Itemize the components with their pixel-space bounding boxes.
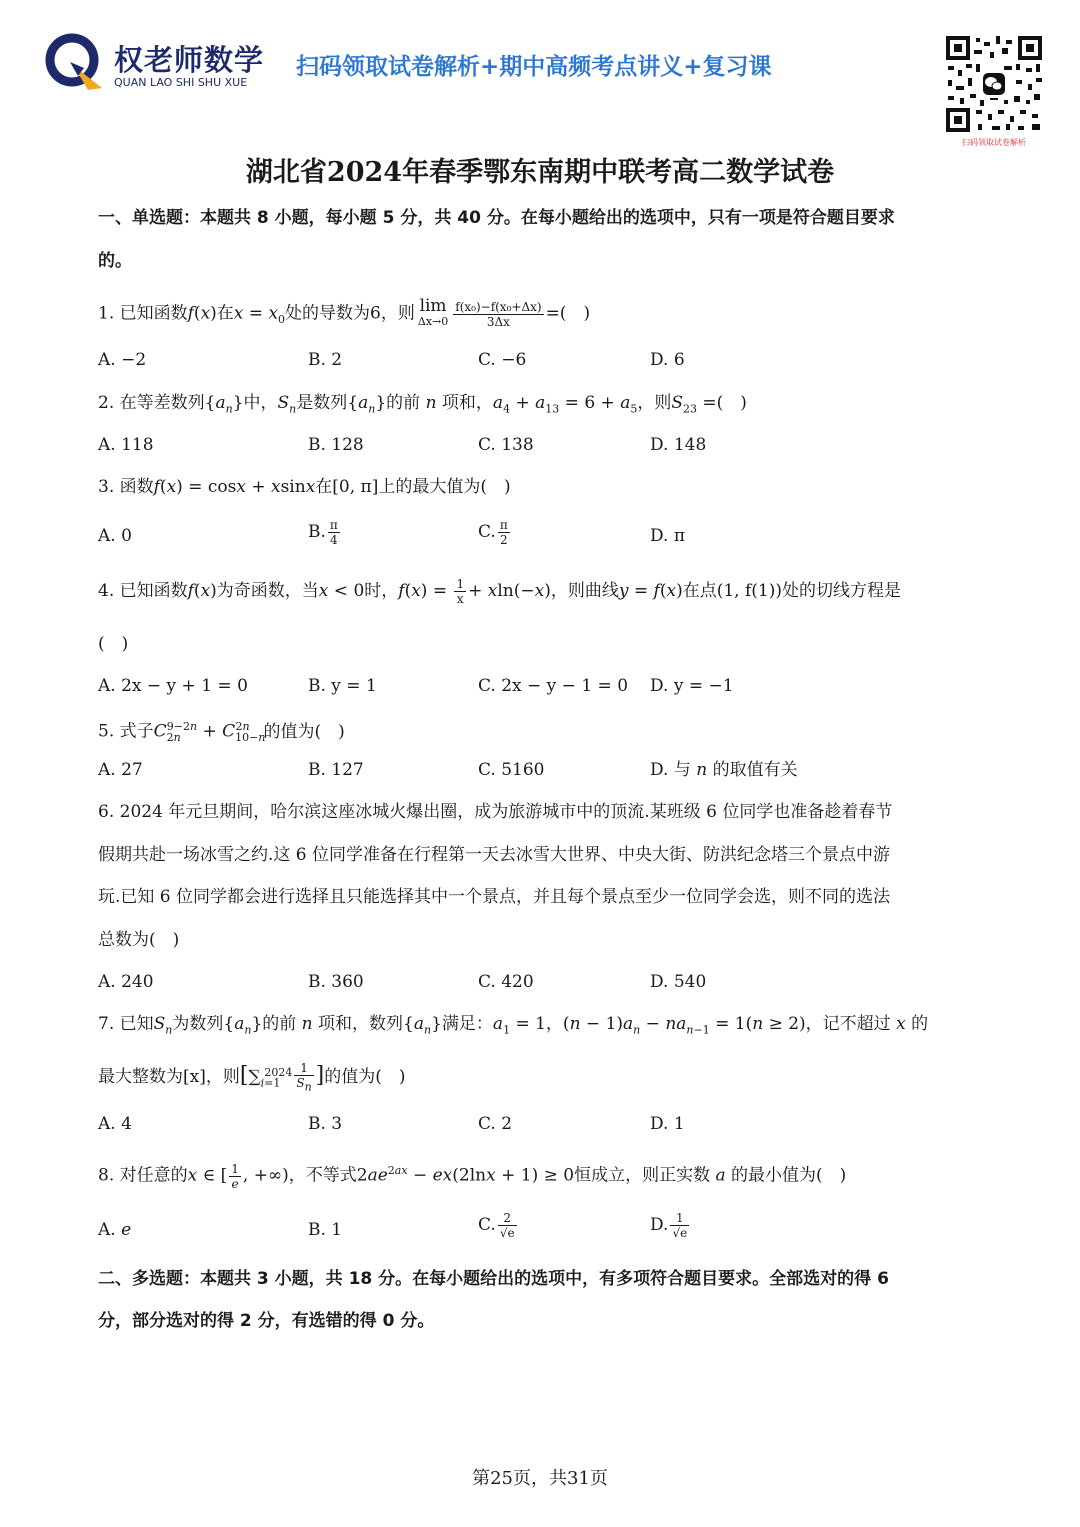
q1-stem-c: 处的导数为6，则 bbox=[285, 303, 415, 324]
q1-option-d: D. 6 bbox=[650, 350, 685, 370]
q7-stem-b: 为数列 bbox=[172, 1014, 224, 1034]
q3-option-b-den: 4 bbox=[330, 533, 338, 547]
q3-option-c-frac bbox=[498, 518, 510, 547]
q8-stem-d: 的最小值为( ) bbox=[731, 1165, 847, 1186]
q8-option-d-label: D. bbox=[650, 1215, 669, 1235]
q5-option-c: C. 5160 bbox=[478, 760, 545, 780]
q7-stem-e: 满足： bbox=[441, 1014, 493, 1034]
q5-option-d: D. 与 n 的取值有关 bbox=[650, 760, 798, 780]
q4-fraction bbox=[454, 577, 466, 606]
q1-option-c: C. −6 bbox=[478, 350, 527, 370]
section1-heading-line1: 一、单选题：本题共 8 小题，每小题 5 分，共 40 分。在每小题给出的选项中，只有一项是符合题目要求 bbox=[98, 208, 895, 228]
q3-option-a: A. 0 bbox=[98, 526, 132, 546]
q7-stem-c: 的前 bbox=[262, 1014, 297, 1034]
question-2: 2. 在等差数列$\{a_n\}$中，$S_n$是数列$\{a_n\}$的前 n 项和，$a_4 + a_{13} = 6 + a_5$，则$S_{23}$ =( ) bbox=[98, 393, 747, 416]
q6-line-2: 假期共赴一场冰雪之约.这 6 位同学准备在行程第一天去冰雪大世界、中央大街、防洪纪念塔三个景点中游 bbox=[98, 845, 891, 865]
q1-tail: =( ) bbox=[545, 303, 591, 324]
brand-name: 权老师数学 bbox=[114, 43, 265, 77]
q7-line2-a: 最大整数为[x]，则 bbox=[98, 1067, 240, 1088]
q8-option-a: A. e bbox=[98, 1220, 132, 1240]
q8-stem-b: ，不等式 bbox=[288, 1165, 357, 1186]
q5-option-b: B. 127 bbox=[308, 760, 364, 780]
q4-stem-d: ，则曲线 bbox=[550, 581, 619, 601]
q7-stem-f: ，记不超过 bbox=[805, 1014, 891, 1034]
q2-stem-b: 中， bbox=[243, 393, 278, 413]
q4-stem-b: 为奇函数，当 bbox=[216, 581, 319, 601]
q8-option-c bbox=[478, 1211, 519, 1240]
question-8: 8. 对任意的x ∈ [ $\frac{1}{e}$ , +∞)，不等式$2ae^{2ax} - ex(2\ln x + 1) \ge 0$恒成立，则正实数 a 的最小值为( ) bbox=[98, 1161, 847, 1191]
q8-stem-c: 恒成立，则正实数 bbox=[574, 1165, 711, 1186]
q3-stem-b: 在[0, π]上的最大值为( ) bbox=[315, 477, 511, 497]
q6-option-b: B. 360 bbox=[308, 972, 364, 992]
q3-option-b-frac bbox=[328, 518, 340, 547]
q7-option-c: C. 2 bbox=[478, 1114, 513, 1134]
q4-stem-c: 时， bbox=[364, 581, 399, 601]
page-number: 第25页，共31页 bbox=[472, 1468, 608, 1489]
q8-option-d bbox=[650, 1211, 691, 1240]
q4-option-d: D. y = −1 bbox=[650, 676, 734, 696]
q2-tail: =( ) bbox=[702, 393, 747, 413]
q7-line2-b: 的值为( ) bbox=[324, 1067, 406, 1088]
q4-paren: ( ) bbox=[98, 634, 129, 654]
q4-option-a: A. 2x − y + 1 = 0 bbox=[98, 676, 248, 696]
question-7: 7. 已知$S_n$为数列$\{a_n\}$的前 n 项和，数列$\{a_n\}$满足：$a_1 = 1$，$(n - 1)a_n - na_{n-1} = 1(n \ge 2)$，记不超过 x 的 bbox=[98, 1014, 929, 1037]
q6-line-1: 6. 2024 年元旦期间，哈尔滨这座冰城火爆出圈，成为旅游城市中的顶流.某班级 6 位同学也准备趁着春节 bbox=[98, 802, 893, 822]
q7-option-d: D. 1 bbox=[650, 1114, 685, 1134]
q5-stem-b: 的值为( ) bbox=[263, 721, 345, 742]
q1-lim-sub: Δx→0 bbox=[417, 315, 449, 328]
q2-stem-a: 2. 在等差数列 bbox=[98, 393, 205, 413]
q7-option-b: B. 3 bbox=[308, 1114, 343, 1134]
q4-frac-den: x bbox=[456, 592, 464, 606]
question-3: 3. 函数f(x) = cosx + xsinx在[0, π]上的最大值为( ) bbox=[98, 477, 511, 497]
q8-option-b: B. 1 bbox=[308, 1220, 343, 1240]
q2-option-b: B. 128 bbox=[308, 435, 364, 455]
question-1: 1. 已知函数f(x)在$x = x_0$处的导数为6，则 lim Δx→0 $\frac{\text{f(x₀)−f(x₀+Δx)}}{3\Delta x}$ =( ) bbox=[98, 296, 591, 329]
q3-option-c-den: 2 bbox=[499, 533, 508, 547]
q8-option-d-frac bbox=[670, 1211, 689, 1240]
q1-option-a: A. −2 bbox=[98, 350, 147, 370]
q4-option-c: C. 2x − y − 1 = 0 bbox=[478, 676, 629, 696]
q8-option-c-frac bbox=[498, 1211, 517, 1240]
q5-stem-a: 5. 式子 bbox=[98, 721, 154, 742]
q7-fraction: $\frac{1}{S_n}$ bbox=[296, 1061, 312, 1094]
q7-stem-a: 7. 已知 bbox=[98, 1014, 154, 1034]
q1-frac-num: f(x₀)−f(x₀+Δx) bbox=[455, 299, 542, 314]
q7-line-2: 最大整数为[x]，则[$\sum_{i=1}^{2024}$ $\frac{1}{S_n}$ ]的值为( ) bbox=[98, 1061, 406, 1094]
q2-stem-f: ，则 bbox=[637, 393, 672, 413]
q4-option-b: B. y = 1 bbox=[308, 676, 377, 696]
q1-stem-a: 1. 已知函数 bbox=[98, 303, 188, 324]
page-title: 湖北省2024年春季鄂东南期中联考高二数学试卷 bbox=[245, 157, 835, 188]
q6-option-d: D. 540 bbox=[650, 972, 707, 992]
q6-option-c: C. 420 bbox=[478, 972, 534, 992]
q3-option-b-num: π bbox=[329, 518, 338, 532]
q2-stem-d: 的前 bbox=[386, 393, 421, 413]
q6-option-a: A. 240 bbox=[98, 972, 154, 992]
q1-lim-label: lim bbox=[419, 296, 447, 316]
q6-line-3: 玩.已知 6 位同学都会进行选择且只能选择其中一个景点，并且每个景点至少一位同学会选，则不同的选法 bbox=[98, 887, 891, 907]
q6-line-4: 总数为( ) bbox=[98, 930, 180, 950]
q8-option-c-num: 2 bbox=[498, 1211, 517, 1226]
promo-slogan: 扫码领取试卷解析+期中高频考点讲义+复习课 bbox=[296, 54, 772, 80]
q7-stem-d: 项和，数列 bbox=[318, 1014, 404, 1034]
q3-option-c-label: C. bbox=[478, 522, 496, 542]
q2-option-a: A. 118 bbox=[98, 435, 154, 455]
q3-option-c bbox=[478, 518, 512, 547]
q5-option-d-tail: 的取值有关 bbox=[712, 760, 798, 780]
q1-limit bbox=[417, 296, 449, 329]
brand-pinyin: QUAN LAO SHI SHU XUE bbox=[114, 76, 248, 89]
q8-option-c-label: C. bbox=[478, 1215, 496, 1235]
q5-option-d-label: D. 与 bbox=[650, 760, 691, 780]
q1-fraction bbox=[453, 300, 543, 329]
logo-icon bbox=[44, 32, 104, 92]
q8-option-c-den: √e bbox=[499, 1226, 515, 1240]
q2-stem-e: 项和， bbox=[441, 393, 493, 413]
q4-frac-num: 1 bbox=[456, 577, 465, 591]
section2-heading-line2: 分，部分选对的得 2 分，有选错的得 0 分。 bbox=[98, 1311, 435, 1331]
q8-option-d-den: √e bbox=[672, 1226, 688, 1240]
q3-option-b bbox=[308, 518, 342, 547]
section2-heading-line1: 二、多选题：本题共 3 小题，共 18 分。在每小题给出的选项中，有多项符合题目要求。全部选对的得 6 bbox=[98, 1269, 889, 1289]
q5-option-a: A. 27 bbox=[98, 760, 143, 780]
q3-option-c-num: π bbox=[499, 518, 508, 532]
q1-stem-b: 在 bbox=[216, 303, 234, 324]
question-4: 4. 已知函数f(x)为奇函数，当x < 0时，f(x) = $\frac{1}{x}$ + xln(−x)，则曲线y = f(x)在点(1, f(1))处的切线方程是 bbox=[98, 577, 901, 606]
q3-option-b-label: B. bbox=[308, 522, 326, 542]
q8-option-d-num: 1 bbox=[670, 1211, 689, 1226]
q8-stem-a: 8. 对任意的 bbox=[98, 1165, 188, 1186]
q2-option-c: C. 138 bbox=[478, 435, 534, 455]
q4-stem-e: 在点(1, f(1))处的切线方程是 bbox=[682, 581, 901, 601]
qr-code-icon bbox=[944, 34, 1044, 134]
question-5: 5. 式子$C_{2n}^{9-2n} + C_{10-n}^{2n}$ 的值为( ) bbox=[98, 720, 345, 745]
q7-option-a: A. 4 bbox=[98, 1114, 132, 1134]
q4-stem-a: 4. 已知函数 bbox=[98, 581, 188, 601]
q1-option-b: B. 2 bbox=[308, 350, 343, 370]
q8-option-a-label: A. bbox=[98, 1220, 116, 1240]
q3-stem-a: 3. 函数 bbox=[98, 477, 154, 497]
section1-heading-line2: 的。 bbox=[98, 251, 132, 271]
qr-caption: 扫码领取试卷解析 bbox=[962, 138, 1026, 147]
q7-stem-g: 的 bbox=[911, 1014, 929, 1034]
q2-option-d: D. 148 bbox=[650, 435, 707, 455]
q1-frac-den: 3Δx bbox=[486, 314, 510, 329]
q2-stem-c: 是数列 bbox=[296, 393, 348, 413]
q3-option-d: D. π bbox=[650, 526, 686, 546]
